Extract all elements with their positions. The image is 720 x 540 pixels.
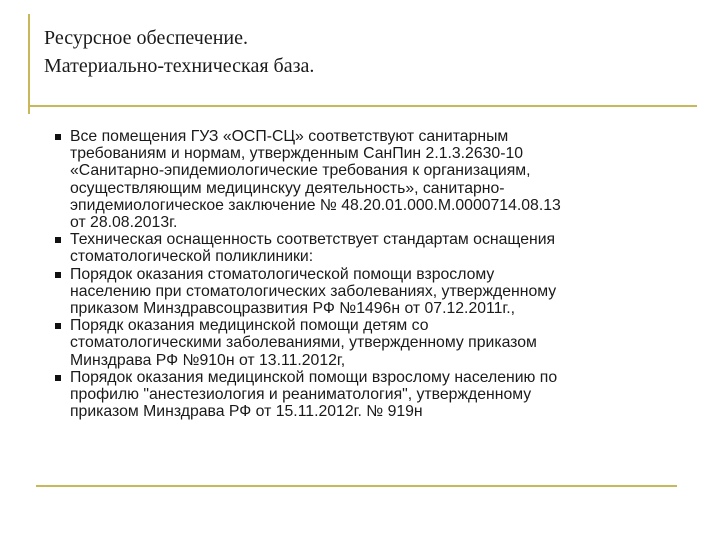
- text-line: от 28.08.2013г.: [70, 214, 178, 232]
- text-line: стоматологическими заболеваниями, утвержденному приказом: [70, 334, 537, 352]
- text-line: требованиям и нормам, утвержденным СанПин 2.1.3.2630-10: [70, 145, 524, 163]
- title-line-1: Ресурсное обеспечение.: [44, 27, 249, 49]
- list-item-text: [70, 231, 687, 265]
- square-bullet-icon: [55, 323, 70, 329]
- square-bullet-icon: [55, 237, 70, 243]
- text-line: Порядк оказания медицинской помощи детям со: [70, 317, 429, 335]
- text-line: Порядок оказания медицинской помощи взрослому населению по: [70, 368, 558, 386]
- text-line: эпидемиологическое заключение № 48.20.01.000.М.0000714.08.13: [70, 196, 561, 214]
- list-item: [55, 231, 687, 265]
- bullet-list: [55, 128, 687, 420]
- title-line-2: Материально-техническая база.: [44, 55, 315, 77]
- text-line: Все помещения ГУЗ «ОСП-СЦ» соответствуют санитарным: [70, 128, 509, 145]
- square-bullet-icon: [55, 272, 70, 278]
- text-line: стоматологической поликлиники:: [70, 248, 314, 266]
- footer-rule: [36, 485, 677, 487]
- text-line: Порядок оказания стоматологической помощи взрослому: [70, 265, 495, 283]
- title-underline-rule: [28, 105, 697, 107]
- list-item: [55, 317, 687, 369]
- list-item: [55, 128, 687, 231]
- text-line: приказом Минздрава РФ от 15.11.2012г. № 919н: [70, 403, 423, 421]
- list-item-text: [70, 128, 687, 231]
- slide-title: [44, 24, 314, 80]
- accent-vertical-line: [28, 14, 30, 114]
- text-line: Минздрава РФ №910н от 13.11.2012г,: [70, 351, 346, 369]
- text-line: Техническая оснащенность соответствует стандартам оснащения: [70, 231, 556, 249]
- text-line: населению при стоматологических заболеваниях, утвержденному: [70, 282, 557, 300]
- text-line: «Санитарно-эпидемиологические требования к организациям,: [70, 162, 531, 180]
- list-item: [55, 266, 687, 318]
- text-line: приказом Минздравсоцразвития РФ №1496н от 07.12.2011г.,: [70, 300, 516, 318]
- text-line: профилю "анестезиология и реаниматология", утвержденному: [70, 386, 532, 404]
- list-item-text: [70, 317, 687, 369]
- list-item-text: [70, 266, 687, 318]
- list-item: [55, 369, 687, 421]
- square-bullet-icon: [55, 375, 70, 381]
- square-bullet-icon: [55, 134, 70, 140]
- text-line: осуществляющим медицинскуу деятельность», санитарно-: [70, 179, 505, 197]
- list-item-text: [70, 369, 687, 421]
